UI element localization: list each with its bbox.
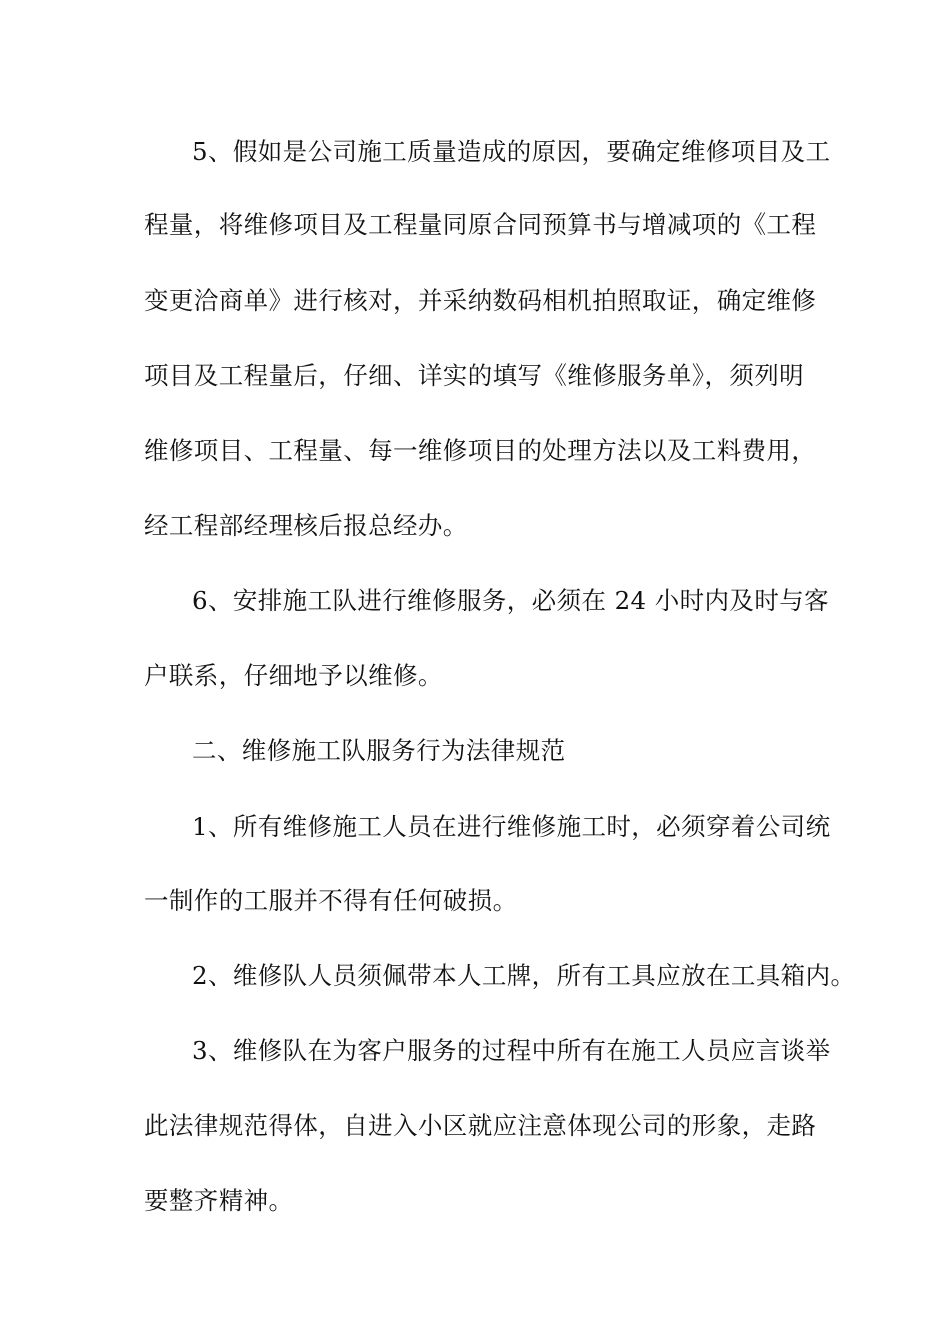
section-heading: 二、维修施工队服务行为法律规范 (192, 736, 566, 765)
rule-3-line-2: 此法律规范得体，自进入小区就应注意体现公司的形象，走路 (144, 1111, 817, 1140)
paragraph-5-line-3: 变更洽商单》进行核对，并采纳数码相机拍照取证，确定维修 (144, 286, 817, 315)
paragraph-5-line-2: 程量，将维修项目及工程量同原合同预算书与增减项的《工程 (144, 210, 817, 239)
paragraph-5-line-6: 经工程部经理核后报总经办。 (144, 511, 468, 540)
rule-3-line-1: 3、维修队在为客户服务的过程中所有在施工人员应言谈举 (192, 1036, 831, 1065)
rule-2-line-1: 2、维修队人员须佩带本人工牌，所有工具应放在工具箱内。 (192, 961, 856, 990)
paragraph-6-line-1: 6、安排施工队进行维修服务，必须在 24 小时内及时与客 (192, 586, 830, 615)
rule-1-line-2: 一制作的工服并不得有任何破损。 (144, 886, 518, 915)
rule-1-line-1: 1、所有维修施工人员在进行维修施工时，必须穿着公司统 (192, 812, 831, 841)
paragraph-5-line-4: 项目及工程量后，仔细、详实的填写《维修服务单》，须列明 (144, 361, 805, 390)
rule-3-line-3: 要整齐精神。 (144, 1186, 294, 1215)
paragraph-5-line-1: 5、假如是公司施工质量造成的原因，要确定维修项目及工 (192, 137, 831, 166)
paragraph-5-line-5: 维修项目、工程量、每一维修项目的处理方法以及工料费用， (144, 436, 817, 465)
paragraph-6-line-2: 户联系，仔细地予以维修。 (144, 661, 443, 690)
